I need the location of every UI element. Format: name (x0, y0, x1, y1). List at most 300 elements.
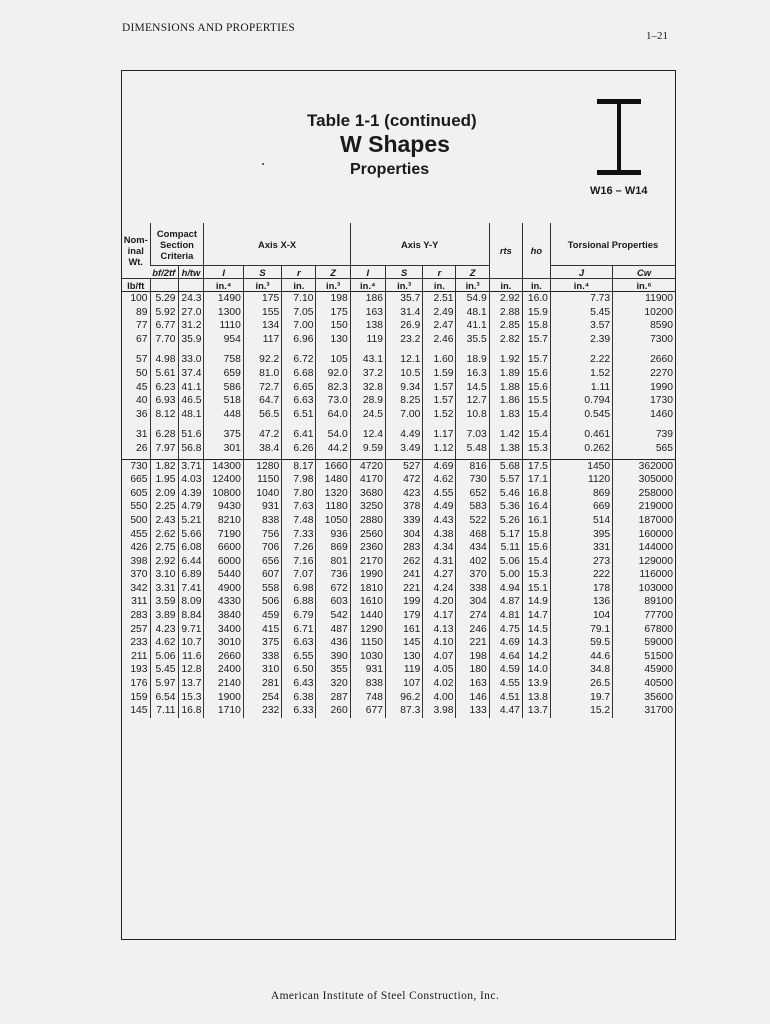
table-cell: 81.0 (243, 367, 281, 381)
table-cell: 64.7 (243, 394, 281, 408)
table-cell: 1280 (243, 459, 281, 473)
table-cell: 415 (243, 623, 281, 637)
table-cell: 15.8 (522, 319, 550, 333)
table-cell: 6.89 (178, 568, 204, 582)
table-cell: 199 (385, 595, 422, 609)
table-cell: 4.27 (423, 568, 456, 582)
table-row (122, 500, 675, 514)
header-rx: r (282, 266, 316, 279)
table-cell: 287 (316, 691, 350, 705)
table-cell: 6.98 (282, 582, 316, 596)
table-cell: 4.31 (423, 555, 456, 569)
header-ix: I (204, 266, 243, 279)
table-cell: 4720 (350, 459, 385, 473)
table-cell: 4.98 (150, 353, 178, 367)
table-cell: 7.16 (282, 555, 316, 569)
table-cell: 180 (456, 663, 489, 677)
table-cell: 87.3 (385, 704, 422, 718)
table-cell: 19.7 (550, 691, 612, 705)
table-cell: 390 (316, 650, 350, 664)
table-cell: 4.38 (423, 528, 456, 542)
table-cell: 6.51 (282, 408, 316, 422)
table-cell: 954 (204, 333, 243, 347)
unit-cell: in. (522, 279, 550, 292)
table-cell: 5.17 (489, 528, 522, 542)
table-cell: 15.4 (522, 428, 550, 442)
table-cell: 4.34 (423, 541, 456, 555)
table-cell: 1.52 (550, 367, 612, 381)
table-cell: 119 (350, 333, 385, 347)
table-row (122, 292, 675, 306)
table-cell: 370 (456, 568, 489, 582)
table-cell: 0.262 (550, 442, 612, 456)
table-cell: 1320 (316, 487, 350, 501)
table-cell: 6.54 (150, 691, 178, 705)
table-cell: 1300 (204, 306, 243, 320)
table-cell: 281 (243, 677, 281, 691)
table-cell: 550 (130, 501, 148, 513)
table-cell: 161 (385, 623, 422, 637)
table-cell: 1.60 (423, 353, 456, 367)
table-cell: 6.33 (282, 704, 316, 718)
table-cell: 5.21 (178, 514, 204, 528)
table-cell: 6.26 (282, 442, 316, 456)
table-cell: 254 (243, 691, 281, 705)
table-cell: 31 (136, 429, 148, 441)
table-cell: 219000 (613, 500, 675, 514)
table-row (122, 555, 675, 569)
table-cell: 12.4 (350, 428, 385, 442)
table-cell: 4.49 (385, 428, 422, 442)
table-cell: 47.2 (243, 428, 281, 442)
table-cell: 4.05 (423, 663, 456, 677)
table-row (122, 582, 675, 596)
table-row (122, 663, 675, 677)
table-cell: 198 (456, 650, 489, 664)
table-cell: 1040 (243, 487, 281, 501)
table-cell: 838 (350, 677, 385, 691)
table-cell: 3.59 (150, 595, 178, 609)
table-cell: 6.65 (282, 381, 316, 395)
header-sy: S (385, 266, 422, 279)
table-cell: 36 (136, 408, 148, 420)
table-cell: 656 (243, 555, 281, 569)
header-ry: r (423, 266, 456, 279)
header-sx: S (243, 266, 281, 279)
table-cell: 355 (316, 663, 350, 677)
table-cell: 273 (550, 555, 612, 569)
table-row (122, 442, 675, 456)
table-cell: 1.17 (423, 428, 456, 442)
table-cell: 105 (316, 353, 350, 367)
unit-cell (150, 279, 178, 292)
table-cell: 6.93 (150, 394, 178, 408)
table-cell: 150 (316, 319, 350, 333)
table-cell: 16.8 (522, 487, 550, 501)
table-cell: 18.9 (456, 353, 489, 367)
table-cell: 468 (456, 528, 489, 542)
unit-cell: in.³ (385, 279, 422, 292)
table-cell: 672 (316, 582, 350, 596)
table-cell: 5.68 (489, 459, 522, 473)
table-cell: 27.0 (178, 306, 204, 320)
table-cell: 1730 (613, 394, 675, 408)
table-row (122, 691, 675, 705)
table-cell: 136 (550, 595, 612, 609)
table-cell: 5.29 (150, 292, 178, 306)
table-cell: 4.24 (423, 582, 456, 596)
table-cell: 6.41 (282, 428, 316, 442)
table-cell: 558 (243, 582, 281, 596)
table-cell: 756 (243, 528, 281, 542)
table-cell: 0.794 (550, 394, 612, 408)
table-cell: 9.34 (385, 381, 422, 395)
table-cell: 398 (130, 555, 148, 567)
table-cell: 1.88 (489, 381, 522, 395)
table-cell: 1990 (613, 381, 675, 395)
table-cell: 10.7 (178, 636, 204, 650)
table-cell: 426 (130, 542, 148, 554)
table-cell: 5.45 (150, 663, 178, 677)
table-cell: 45900 (613, 663, 675, 677)
table-cell: 6.77 (150, 319, 178, 333)
table-cell: 16.0 (522, 292, 550, 306)
table-cell: 669 (550, 500, 612, 514)
table-cell: 8.12 (150, 408, 178, 422)
table-cell: 233 (130, 637, 148, 649)
table-cell: 7.70 (150, 333, 178, 347)
table-cell: 14.5 (522, 623, 550, 637)
table-row (122, 609, 675, 623)
table-cell: 1030 (350, 650, 385, 664)
table-cell: 23.2 (385, 333, 422, 347)
table-cell: 1.11 (550, 381, 612, 395)
table-cell: 8.84 (178, 609, 204, 623)
header-axis-y: Axis Y-Y (350, 223, 489, 266)
table-cell: 4.62 (150, 636, 178, 650)
table-cell: 310 (243, 663, 281, 677)
table-cell: 16.4 (522, 500, 550, 514)
table-cell: 40 (136, 395, 148, 407)
table-cell: 378 (385, 500, 422, 514)
table-cell: 4.75 (489, 623, 522, 637)
table-cell: 423 (385, 487, 422, 501)
table-cell: 133 (456, 704, 489, 718)
table-row (122, 487, 675, 501)
table-row (122, 704, 675, 718)
table-cell: 1.57 (423, 381, 456, 395)
table-cell: 107 (385, 677, 422, 691)
table-cell: 758 (204, 353, 243, 367)
table-cell: 1450 (550, 459, 612, 473)
table-cell: 175 (316, 306, 350, 320)
table-cell: 175 (243, 292, 281, 306)
table-cell: 4.39 (178, 487, 204, 501)
table-cell: 15.3 (522, 568, 550, 582)
table-cell: 57 (136, 354, 148, 366)
table-cell: 7.41 (178, 582, 204, 596)
table-cell: 145 (130, 705, 148, 717)
table-cell: 2.49 (423, 306, 456, 320)
table-cell: 17.1 (522, 473, 550, 487)
table-cell: 5.06 (150, 650, 178, 664)
unit-cell: in. (282, 279, 316, 292)
table-cell: 434 (456, 541, 489, 555)
table-cell: 138 (350, 319, 385, 333)
table-cell: 1.89 (489, 367, 522, 381)
table-cell: 100 (130, 293, 148, 304)
table-cell: 487 (316, 623, 350, 637)
unit-cell: lb/ft (122, 279, 150, 292)
table-cell: 82.3 (316, 381, 350, 395)
table-cell: 605 (130, 487, 148, 499)
table-cell: 1610 (350, 595, 385, 609)
table-cell: 51.6 (178, 428, 204, 442)
table-cell: 14.0 (522, 663, 550, 677)
table-cell: 51500 (613, 650, 675, 664)
table-cell: 2360 (350, 541, 385, 555)
table-cell: 3.49 (385, 442, 422, 456)
table-cell: 5.46 (489, 487, 522, 501)
table-cell: 931 (350, 663, 385, 677)
table-cell: 31700 (613, 704, 675, 718)
table-cell: 518 (204, 394, 243, 408)
table-cell: 869 (316, 541, 350, 555)
table-cell: 801 (316, 555, 350, 569)
table-cell: 11900 (613, 292, 675, 306)
table-cell: 301 (204, 442, 243, 456)
table-cell: 56.8 (178, 442, 204, 456)
table-cell: 35.9 (178, 333, 204, 347)
properties-table (122, 223, 675, 718)
table-cell: 395 (550, 528, 612, 542)
table-cell: 15.6 (522, 381, 550, 395)
table-cell: 15.7 (522, 333, 550, 347)
table-cell: 342 (130, 582, 148, 594)
table-cell: 2660 (613, 353, 675, 367)
table-cell: 2.22 (550, 353, 612, 367)
table-cell: 145 (385, 636, 422, 650)
table-cell: 3400 (204, 623, 243, 637)
table-cell: 13.7 (522, 704, 550, 718)
unit-cell: in.⁴ (204, 279, 243, 292)
table-cell: 4.69 (489, 636, 522, 650)
table-cell: 6.68 (282, 367, 316, 381)
table-cell: 67 (136, 333, 148, 345)
header-nominal-wt: Nom-inal Wt. (122, 223, 150, 279)
table-cell: 2.92 (150, 555, 178, 569)
header-iy: I (350, 266, 385, 279)
table-cell: 6.96 (282, 333, 316, 347)
table-cell: 4.55 (423, 487, 456, 501)
table-cell: 13.9 (522, 677, 550, 691)
table-cell: 1.86 (489, 394, 522, 408)
table-cell: 24.5 (350, 408, 385, 422)
table-cell: 603 (316, 595, 350, 609)
table-cell: 6.50 (282, 663, 316, 677)
table-cell: 155 (243, 306, 281, 320)
table-cell: 6000 (204, 555, 243, 569)
table-cell: 3.71 (178, 459, 204, 473)
table-cell: 2660 (204, 650, 243, 664)
table-cell: 5.61 (150, 367, 178, 381)
table-row (122, 367, 675, 381)
table-cell: 8.25 (385, 394, 422, 408)
table-cell: 1290 (350, 623, 385, 637)
table-cell: 37.4 (178, 367, 204, 381)
table-cell: 4.23 (150, 623, 178, 637)
table-cell: 565 (613, 442, 675, 456)
table-cell: 163 (456, 677, 489, 691)
table-cell: 17.5 (522, 459, 550, 473)
table-cell: 24.3 (178, 292, 204, 306)
table-cell: 436 (316, 636, 350, 650)
table-cell: 26.9 (385, 319, 422, 333)
table-cell: 159 (130, 691, 148, 703)
table-cell: 506 (243, 595, 281, 609)
table-cell: 45 (136, 381, 148, 393)
table-cell: 3.31 (150, 582, 178, 596)
table-cell: 221 (385, 582, 422, 596)
table-cell: 2.85 (489, 319, 522, 333)
table-cell: 46.5 (178, 394, 204, 408)
table-cell: 283 (130, 610, 148, 622)
table-row (122, 528, 675, 542)
table-cell: 1.42 (489, 428, 522, 442)
table-cell: 305000 (613, 473, 675, 487)
table-cell: 1480 (316, 473, 350, 487)
table-cell: 211 (131, 650, 148, 662)
table-cell: 5.48 (456, 442, 489, 456)
table-cell: 472 (385, 473, 422, 487)
table-row (122, 473, 675, 487)
table-row (122, 428, 675, 442)
table-cell: 2.88 (489, 306, 522, 320)
table-cell: 5.26 (489, 514, 522, 528)
table-cell: 1900 (204, 691, 243, 705)
table-cell: 5.92 (150, 306, 178, 320)
table-cell: 1150 (350, 636, 385, 650)
table-cell: 2.46 (423, 333, 456, 347)
table-cell: 3.89 (150, 609, 178, 623)
table-cell: 14300 (204, 459, 243, 473)
table-cell: 34.8 (550, 663, 612, 677)
table-cell: 3.57 (550, 319, 612, 333)
table-cell: 12400 (204, 473, 243, 487)
table-row (122, 394, 675, 408)
table-cell: 4.69 (423, 459, 456, 473)
table-cell: 13.7 (178, 677, 204, 691)
table-cell: 500 (130, 514, 148, 526)
table-cell: 2.92 (489, 292, 522, 306)
table-cell: 6.43 (282, 677, 316, 691)
table-cell: 1.52 (423, 408, 456, 422)
table-cell: 1710 (204, 704, 243, 718)
table-cell: 73.0 (316, 394, 350, 408)
table-cell: 1660 (316, 459, 350, 473)
table-cell: 31.2 (178, 319, 204, 333)
table-cell: 931 (243, 500, 281, 514)
table-cell: 7.07 (282, 568, 316, 582)
table-cell: 246 (456, 623, 489, 637)
table-cell: 77700 (613, 609, 675, 623)
table-cell: 7.00 (385, 408, 422, 422)
table-cell: 3010 (204, 636, 243, 650)
table-cell: 4330 (204, 595, 243, 609)
unit-cell: in.³ (316, 279, 350, 292)
table-cell: 222 (550, 568, 612, 582)
table-cell: 64.0 (316, 408, 350, 422)
table-cell: 59000 (613, 636, 675, 650)
table-row (122, 623, 675, 637)
table-cell: 4.00 (423, 691, 456, 705)
table-cell: 1490 (204, 292, 243, 306)
table-cell: 6.63 (282, 394, 316, 408)
table-cell: 54.0 (316, 428, 350, 442)
table-cell: 89 (136, 306, 148, 318)
table-cell: 1050 (316, 514, 350, 528)
table-cell: 160000 (613, 528, 675, 542)
table-row (122, 541, 675, 555)
header-zx: Z (316, 266, 350, 279)
table-cell: 15.3 (178, 691, 204, 705)
table-cell: 1.59 (423, 367, 456, 381)
table-cell: 665 (130, 474, 148, 486)
table-cell: 5.45 (550, 306, 612, 320)
table-cell: 48.1 (178, 408, 204, 422)
table-cell: 146 (456, 691, 489, 705)
table-cell: 459 (243, 609, 281, 623)
table-cell: 6.63 (282, 636, 316, 650)
table-cell: 28.9 (350, 394, 385, 408)
table-cell: 232 (243, 704, 281, 718)
table-cell: 5.57 (489, 473, 522, 487)
table-cell: 8.09 (178, 595, 204, 609)
table-cell: 92.2 (243, 353, 281, 367)
unit-cell (178, 279, 204, 292)
group-spacer (122, 346, 675, 353)
table-cell: 26.5 (550, 677, 612, 691)
table-cell: 362000 (613, 459, 675, 473)
table-cell: 4.10 (423, 636, 456, 650)
table-cell: 15.8 (522, 528, 550, 542)
table-row (122, 677, 675, 691)
table-cell: 7.97 (150, 442, 178, 456)
table-cell: 178 (550, 582, 612, 596)
unit-cell: in.³ (243, 279, 281, 292)
table-cell: 6600 (204, 541, 243, 555)
table-cell: 8590 (613, 319, 675, 333)
table-cell: 15.9 (522, 306, 550, 320)
table-cell: 1.57 (423, 394, 456, 408)
table-cell: 2.51 (423, 292, 456, 306)
unit-cell: in. (489, 279, 522, 292)
table-cell: 1120 (550, 473, 612, 487)
table-row (122, 595, 675, 609)
unit-cell: in.⁶ (613, 279, 675, 292)
table-cell: 748 (350, 691, 385, 705)
table-cell: 677 (350, 704, 385, 718)
table-cell: 5.36 (489, 500, 522, 514)
table-cell: 2560 (350, 528, 385, 542)
table-cell: 375 (204, 428, 243, 442)
table-cell: 257 (130, 623, 148, 635)
speck (262, 163, 264, 165)
table-cell: 304 (456, 595, 489, 609)
table-cell: 14.2 (522, 650, 550, 664)
table-cell: 35.7 (385, 292, 422, 306)
table-cell: 4170 (350, 473, 385, 487)
